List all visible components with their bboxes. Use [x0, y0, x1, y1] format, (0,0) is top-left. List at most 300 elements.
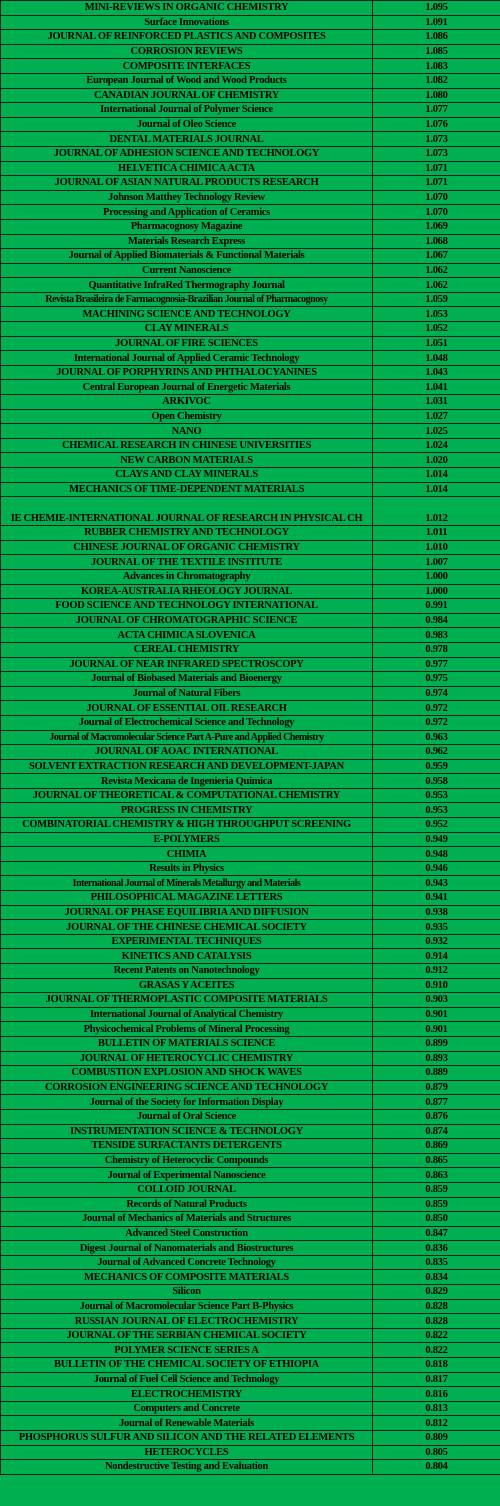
impact-factor-cell[interactable]: 0.912 [373, 964, 500, 979]
impact-factor-cell[interactable]: 0.932 [373, 934, 500, 949]
table-row [1, 540, 500, 555]
journal-name-cell[interactable]: INSTRUMENTATION SCIENCE & TECHNOLOGY [1, 1124, 373, 1139]
table-row [1, 686, 500, 701]
impact-factor-cell[interactable]: 1.091 [373, 15, 500, 30]
journal-name-cell[interactable]: Physicochemical Problems of Mineral Processing [1, 1022, 373, 1037]
impact-factor-cell[interactable]: 0.877 [373, 1095, 500, 1110]
journal-name-cell[interactable]: International Journal of Applied Ceramic Technology [1, 351, 373, 366]
journal-name-cell[interactable]: CORROSION ENGINEERING SCIENCE AND TECHNOLOGY [1, 1080, 373, 1095]
journal-name-cell[interactable]: CLAY MINERALS [1, 322, 373, 337]
journal-name-cell[interactable]: Materials Research Express [1, 234, 373, 249]
table-body [1, 1, 500, 1475]
journal-name-cell[interactable]: EXPERIMENTAL TECHNIQUES [1, 934, 373, 949]
table-row [1, 146, 500, 161]
table-row [1, 803, 500, 818]
table-row [1, 1401, 500, 1416]
table-row [1, 307, 500, 322]
impact-factor-cell[interactable]: 0.910 [373, 978, 500, 993]
impact-factor-cell[interactable]: 0.948 [373, 847, 500, 862]
impact-factor-cell[interactable]: 1.070 [373, 205, 500, 220]
table-row [1, 891, 500, 906]
table-row [1, 1372, 500, 1387]
table-row [1, 1460, 500, 1475]
journal-name-cell[interactable]: Journal of Oral Science [1, 1109, 373, 1124]
journal-name-cell[interactable]: Journal of Renewable Materials [1, 1416, 373, 1431]
impact-factor-cell[interactable]: 0.903 [373, 993, 500, 1008]
journal-name-cell[interactable]: RUSSIAN JOURNAL OF ELECTROCHEMISTRY [1, 1314, 373, 1329]
journal-name-cell[interactable]: MACHINING SCIENCE AND TECHNOLOGY [1, 307, 373, 322]
table-row [1, 993, 500, 1008]
table-row [1, 15, 500, 30]
table-row [1, 1226, 500, 1241]
impact-factor-cell[interactable]: 0.975 [373, 672, 500, 687]
table-row [1, 132, 500, 147]
table-row [1, 205, 500, 220]
journal-name-cell[interactable]: CEREAL CHEMISTRY [1, 642, 373, 657]
impact-factor-cell[interactable]: 1.012 [373, 497, 500, 526]
impact-factor-cell[interactable]: 0.816 [373, 1387, 500, 1402]
impact-factor-cell[interactable]: 0.901 [373, 1007, 500, 1022]
table-row [1, 584, 500, 599]
table-row [1, 1, 500, 16]
impact-factor-cell[interactable]: 0.972 [373, 701, 500, 716]
impact-factor-cell[interactable]: 1.070 [373, 190, 500, 205]
impact-factor-cell[interactable]: 0.876 [373, 1109, 500, 1124]
journal-name-cell[interactable]: Quantitative InfraRed Thermography Journal [1, 278, 373, 293]
table-row [1, 628, 500, 643]
impact-factor-cell[interactable]: 0.984 [373, 613, 500, 628]
journal-name-cell[interactable]: Johnson Matthey Technology Review [1, 190, 373, 205]
impact-factor-cell[interactable]: 1.027 [373, 409, 500, 424]
impact-factor-cell[interactable]: 0.914 [373, 949, 500, 964]
impact-factor-cell[interactable]: 0.829 [373, 1285, 500, 1300]
journal-name-cell[interactable]: FOOD SCIENCE AND TECHNOLOGY INTERNATIONAL [1, 599, 373, 614]
journal-name-cell[interactable]: PHOSPHORUS SULFUR AND SILICON AND THE RELATED ELEMENTS [1, 1431, 373, 1446]
journal-name-cell[interactable]: Nondestructive Testing and Evaluation [1, 1460, 373, 1475]
journal-name-cell[interactable]: CHINESE JOURNAL OF ORGANIC CHEMISTRY [1, 540, 373, 555]
journal-name-cell[interactable]: JOURNAL OF THERMOPLASTIC COMPOSITE MATERIALS [1, 993, 373, 1008]
impact-factor-cell[interactable]: 0.943 [373, 876, 500, 891]
impact-factor-cell[interactable]: 0.893 [373, 1051, 500, 1066]
impact-factor-cell[interactable]: 1.086 [373, 30, 500, 45]
impact-factor-cell[interactable]: 0.805 [373, 1445, 500, 1460]
impact-factor-cell[interactable]: 0.834 [373, 1270, 500, 1285]
table-row [1, 569, 500, 584]
table-row [1, 336, 500, 351]
table-row [1, 497, 500, 526]
journal-name-cell[interactable]: NEW CARBON MATERIALS [1, 453, 373, 468]
journal-name-cell[interactable]: Advances in Chromatography [1, 569, 373, 584]
journal-name-cell[interactable]: Silicon [1, 1285, 373, 1300]
journal-name-cell[interactable]: International Journal of Minerals Metallurgy and Materials [1, 876, 373, 891]
table-row [1, 482, 500, 497]
impact-factor-cell[interactable]: 1.069 [373, 219, 500, 234]
journal-name-cell[interactable]: JOURNAL OF PHASE EQUILIBRIA AND DIFFUSION [1, 905, 373, 920]
impact-factor-cell[interactable]: 1.059 [373, 292, 500, 307]
journal-name-cell[interactable]: ELECTROCHEMISTRY [1, 1387, 373, 1402]
journal-name-cell[interactable]: Journal of Macromolecular Science Part A-Pure and Applied Chemistry [1, 730, 373, 745]
table-row [1, 1153, 500, 1168]
table-row [1, 1285, 500, 1300]
table-row [1, 30, 500, 45]
journal-name-cell[interactable]: JOURNAL OF THE SERBIAN CHEMICAL SOCIETY [1, 1328, 373, 1343]
table-row [1, 322, 500, 337]
journal-name-cell[interactable]: GRASAS Y ACEITES [1, 978, 373, 993]
impact-factor-cell[interactable]: 0.836 [373, 1241, 500, 1256]
impact-factor-cell[interactable]: 1.071 [373, 161, 500, 176]
impact-factor-cell[interactable]: 0.889 [373, 1066, 500, 1081]
journal-name-cell[interactable]: MECHANICS OF TIME-DEPENDENT MATERIALS [1, 482, 373, 497]
impact-factor-cell[interactable]: 0.850 [373, 1212, 500, 1227]
impact-factor-cell[interactable]: 0.804 [373, 1460, 500, 1475]
table-row [1, 978, 500, 993]
impact-factor-cell[interactable]: 0.879 [373, 1080, 500, 1095]
journal-name-cell[interactable]: SOLVENT EXTRACTION RESEARCH AND DEVELOPMENT-JAPAN [1, 759, 373, 774]
journal-name-cell[interactable]: JOURNAL OF CHROMATOGRAPHIC SCIENCE [1, 613, 373, 628]
table-row [1, 701, 500, 716]
journal-name-cell[interactable]: JOURNAL OF ESSENTIAL OIL RESEARCH [1, 701, 373, 716]
impact-factor-cell[interactable]: 1.014 [373, 482, 500, 497]
impact-factor-cell[interactable]: 1.053 [373, 307, 500, 322]
impact-factor-cell[interactable]: 1.083 [373, 59, 500, 74]
table-row [1, 613, 500, 628]
journal-name-cell[interactable]: DENTAL MATERIALS JOURNAL [1, 132, 373, 147]
table-row [1, 847, 500, 862]
journal-name-cell[interactable]: CORROSION REVIEWS [1, 44, 373, 59]
journal-name-cell[interactable]: JOURNAL OF AOAC INTERNATIONAL [1, 745, 373, 760]
impact-factor-cell[interactable]: 0.847 [373, 1226, 500, 1241]
impact-factor-cell[interactable]: 1.073 [373, 132, 500, 147]
journal-name-cell[interactable]: BULLETIN OF MATERIALS SCIENCE [1, 1036, 373, 1051]
table-row [1, 351, 500, 366]
impact-factor-cell[interactable]: 0.946 [373, 861, 500, 876]
table-row [1, 715, 500, 730]
table-row [1, 234, 500, 249]
journal-name-cell[interactable]: TENSIDE SURFACTANTS DETERGENTS [1, 1139, 373, 1154]
impact-factor-cell[interactable]: 1.000 [373, 584, 500, 599]
table-row [1, 642, 500, 657]
journal-name-cell[interactable]: BULLETIN OF THE CHEMICAL SOCIETY OF ETHIOPIA [1, 1358, 373, 1373]
impact-factor-cell[interactable]: 1.024 [373, 438, 500, 453]
impact-factor-cell[interactable]: 0.874 [373, 1124, 500, 1139]
impact-factor-cell[interactable]: 1.048 [373, 351, 500, 366]
impact-factor-cell[interactable]: 0.974 [373, 686, 500, 701]
impact-factor-cell[interactable]: 0.977 [373, 657, 500, 672]
journal-name-cell[interactable]: Results in Physics [1, 861, 373, 876]
journal-name-cell[interactable]: CHIMIA [1, 847, 373, 862]
journal-name-cell[interactable]: HELVETICA CHIMICA ACTA [1, 161, 373, 176]
impact-factor-cell[interactable]: 0.813 [373, 1401, 500, 1416]
impact-factor-cell[interactable]: 0.953 [373, 788, 500, 803]
journal-name-cell[interactable]: Pharmacognosy Magazine [1, 219, 373, 234]
journal-name-cell[interactable]: JOURNAL OF HETEROCYCLIC CHEMISTRY [1, 1051, 373, 1066]
table-row [1, 745, 500, 760]
impact-factor-cell[interactable]: 1.076 [373, 117, 500, 132]
table-row [1, 1066, 500, 1081]
impact-factor-cell[interactable]: 0.822 [373, 1328, 500, 1343]
journal-name-cell[interactable]: Journal of Oleo Science [1, 117, 373, 132]
table-row [1, 861, 500, 876]
impact-factor-cell[interactable]: 1.062 [373, 278, 500, 293]
impact-factor-cell[interactable]: 0.962 [373, 745, 500, 760]
table-row [1, 365, 500, 380]
table-row [1, 599, 500, 614]
table-row [1, 1051, 500, 1066]
table-row [1, 905, 500, 920]
table-row [1, 278, 500, 293]
impact-factor-cell[interactable]: 1.000 [373, 569, 500, 584]
table-row [1, 190, 500, 205]
impact-factor-cell[interactable]: 0.972 [373, 715, 500, 730]
table-row [1, 657, 500, 672]
table-row [1, 1168, 500, 1183]
impact-factor-cell[interactable]: 0.958 [373, 774, 500, 789]
journal-name-cell[interactable]: COMPOSITE INTERFACES [1, 59, 373, 74]
table-row [1, 920, 500, 935]
table-row [1, 438, 500, 453]
impact-factor-cell[interactable]: 0.938 [373, 905, 500, 920]
journal-name-cell[interactable]: CHEMICAL RESEARCH IN CHINESE UNIVERSITIES [1, 438, 373, 453]
table-row [1, 453, 500, 468]
journal-name-cell[interactable]: Digest Journal of Nanomaterials and Biostructures [1, 1241, 373, 1256]
journal-name-cell[interactable]: Revista Mexicana de Ingenieria Quimica [1, 774, 373, 789]
table-row [1, 263, 500, 278]
journal-name-cell[interactable]: ACTA CHIMICA SLOVENICA [1, 628, 373, 643]
impact-factor-cell[interactable]: 0.822 [373, 1343, 500, 1358]
journal-name-cell[interactable]: CLAYS AND CLAY MINERALS [1, 468, 373, 483]
table-row [1, 424, 500, 439]
journal-name-cell[interactable]: COMBUSTION EXPLOSION AND SHOCK WAVES [1, 1066, 373, 1081]
table-row [1, 468, 500, 483]
journal-name-cell[interactable]: Surface Innovations [1, 15, 373, 30]
table-row [1, 1416, 500, 1431]
impact-factor-cell[interactable]: 0.991 [373, 599, 500, 614]
table-row [1, 161, 500, 176]
impact-factor-cell[interactable]: 1.073 [373, 146, 500, 161]
journal-name-cell[interactable]: COLLOID JOURNAL [1, 1182, 373, 1197]
journal-name-cell[interactable]: Open Chemistry [1, 409, 373, 424]
journal-name-cell[interactable]: International Journal of Analytical Chemistry [1, 1007, 373, 1022]
table-row [1, 176, 500, 191]
journal-name-cell[interactable]: Records of Natural Products [1, 1197, 373, 1212]
journal-name-cell[interactable]: Advanced Steel Construction [1, 1226, 373, 1241]
impact-factor-cell[interactable]: 0.817 [373, 1372, 500, 1387]
impact-factor-cell[interactable]: 1.010 [373, 540, 500, 555]
impact-factor-cell[interactable]: 1.041 [373, 380, 500, 395]
impact-factor-cell[interactable]: 0.828 [373, 1314, 500, 1329]
table-row [1, 1212, 500, 1227]
table-row [1, 1241, 500, 1256]
impact-factor-cell[interactable]: 1.011 [373, 526, 500, 541]
impact-factor-cell[interactable]: 0.978 [373, 642, 500, 657]
impact-factor-cell[interactable]: 0.963 [373, 730, 500, 745]
journal-name-cell[interactable]: JOURNAL OF THE TEXTILE INSTITUTE [1, 555, 373, 570]
journal-name-cell[interactable]: KINETICS AND CATALYSIS [1, 949, 373, 964]
impact-factor-cell[interactable]: 1.068 [373, 234, 500, 249]
impact-factor-cell[interactable]: 1.067 [373, 249, 500, 264]
impact-factor-cell[interactable]: 0.899 [373, 1036, 500, 1051]
impact-factor-cell[interactable]: 1.062 [373, 263, 500, 278]
table-row [1, 832, 500, 847]
table-row [1, 1255, 500, 1270]
table-row [1, 555, 500, 570]
impact-factor-cell[interactable]: 0.835 [373, 1255, 500, 1270]
impact-factor-cell[interactable]: 0.859 [373, 1197, 500, 1212]
table-row [1, 59, 500, 74]
journal-name-cell[interactable]: Journal of Natural Fibers [1, 686, 373, 701]
journal-name-cell[interactable]: Journal of Experimental Nanoscience [1, 1168, 373, 1183]
impact-factor-cell[interactable]: 1.085 [373, 44, 500, 59]
impact-factor-cell[interactable]: 0.859 [373, 1182, 500, 1197]
impact-factor-cell[interactable]: 0.959 [373, 759, 500, 774]
table-row [1, 1358, 500, 1373]
table-row [1, 1343, 500, 1358]
journal-name-cell[interactable]: E-POLYMERS [1, 832, 373, 847]
table-row [1, 1124, 500, 1139]
impact-factor-cell[interactable]: 1.051 [373, 336, 500, 351]
table-row [1, 949, 500, 964]
journal-name-cell[interactable]: Journal of Applied Biomaterials & Functional Materials [1, 249, 373, 264]
journal-name-cell[interactable]: JOURNAL OF ADHESION SCIENCE AND TECHNOLOGY [1, 146, 373, 161]
journal-name-cell[interactable]: Computers and Concrete [1, 1401, 373, 1416]
table-row [1, 292, 500, 307]
impact-factor-cell[interactable]: 1.020 [373, 453, 500, 468]
impact-factor-cell[interactable]: 0.983 [373, 628, 500, 643]
table-row [1, 409, 500, 424]
table-row [1, 1197, 500, 1212]
table-row [1, 219, 500, 234]
table-row [1, 1445, 500, 1460]
table-row [1, 672, 500, 687]
journal-name-cell[interactable]: JOURNAL OF THEORETICAL & COMPUTATIONAL CHEMISTRY [1, 788, 373, 803]
impact-factor-cell[interactable]: 1.025 [373, 424, 500, 439]
journal-name-cell[interactable]: JOURNAL OF NEAR INFRARED SPECTROSCOPY [1, 657, 373, 672]
journal-name-cell[interactable]: PHILOSOPHICAL MAGAZINE LETTERS [1, 891, 373, 906]
journal-name-cell[interactable]: Journal of Electrochemical Science and Technology [1, 715, 373, 730]
impact-factor-cell[interactable]: 1.014 [373, 468, 500, 483]
impact-factor-cell[interactable]: 0.953 [373, 803, 500, 818]
table-row [1, 1007, 500, 1022]
table-row [1, 759, 500, 774]
impact-factor-cell[interactable]: 1.095 [373, 1, 500, 16]
journal-name-cell[interactable]: COMBINATORIAL CHEMISTRY & HIGH THROUGHPUT SCREENING [1, 818, 373, 833]
journal-name-cell[interactable]: NANO [1, 424, 373, 439]
journal-name-cell[interactable]: JOURNAL OF THE CHINESE CHEMICAL SOCIETY [1, 920, 373, 935]
table-row [1, 788, 500, 803]
journal-name-cell[interactable]: HETEROCYCLES [1, 1445, 373, 1460]
table-row [1, 73, 500, 88]
impact-factor-cell[interactable]: 0.828 [373, 1299, 500, 1314]
journal-name-cell[interactable]: Chemistry of Heterocyclic Compounds [1, 1153, 373, 1168]
impact-factor-cell[interactable]: 0.818 [373, 1358, 500, 1373]
journal-name-cell[interactable]: Journal of Macromolecular Science Part B-Physics [1, 1299, 373, 1314]
journal-name-cell[interactable]: Recent Patents on Nanotechnology [1, 964, 373, 979]
table-row [1, 1431, 500, 1446]
journal-name-cell[interactable]: Central European Journal of Energetic Materials [1, 380, 373, 395]
table-row [1, 249, 500, 264]
table-row [1, 395, 500, 410]
table-row [1, 1270, 500, 1285]
journal-name-cell[interactable]: JOURNAL OF REINFORCED PLASTICS AND COMPOSITES [1, 30, 373, 45]
journal-name-cell[interactable]: Current Nanoscience [1, 263, 373, 278]
table-row [1, 44, 500, 59]
impact-factor-cell[interactable]: 0.869 [373, 1139, 500, 1154]
table-row [1, 1139, 500, 1154]
journal-name-cell[interactable]: IE CHEMIE-INTERNATIONAL JOURNAL OF RESEARCH IN PHYSICAL CH [1, 497, 373, 526]
journal-name-cell[interactable]: POLYMER SCIENCE SERIES A [1, 1343, 373, 1358]
impact-factor-cell[interactable]: 0.812 [373, 1416, 500, 1431]
impact-factor-cell[interactable]: 1.031 [373, 395, 500, 410]
table-row [1, 1182, 500, 1197]
impact-factor-cell[interactable]: 1.071 [373, 176, 500, 191]
table-row [1, 1314, 500, 1329]
table-row [1, 1328, 500, 1343]
journal-name-cell[interactable]: Journal of Advanced Concrete Technology [1, 1255, 373, 1270]
table-row [1, 103, 500, 118]
impact-factor-cell[interactable]: 0.935 [373, 920, 500, 935]
impact-factor-cell[interactable]: 0.952 [373, 818, 500, 833]
table-row [1, 1036, 500, 1051]
journal-name-cell[interactable]: JOURNAL OF PORPHYRINS AND PHTHALOCYANINES [1, 365, 373, 380]
table-row [1, 1109, 500, 1124]
impact-factor-cell[interactable]: 1.052 [373, 322, 500, 337]
table-row [1, 1080, 500, 1095]
impact-factor-cell[interactable]: 0.865 [373, 1153, 500, 1168]
journal-name-cell[interactable]: JOURNAL OF FIRE SCIENCES [1, 336, 373, 351]
journal-name-cell[interactable]: Journal of Fuel Cell Science and Technology [1, 1372, 373, 1387]
table-row [1, 88, 500, 103]
journal-name-cell[interactable]: European Journal of Wood and Wood Products [1, 73, 373, 88]
table-row [1, 1299, 500, 1314]
journal-name-cell[interactable]: Journal of Biobased Materials and Bioenergy [1, 672, 373, 687]
table-row [1, 774, 500, 789]
journal-name-cell[interactable]: MINI-REVIEWS IN ORGANIC CHEMISTRY [1, 1, 373, 16]
impact-factor-cell[interactable]: 0.901 [373, 1022, 500, 1037]
impact-factor-cell[interactable]: 1.007 [373, 555, 500, 570]
table-row [1, 818, 500, 833]
journal-name-cell[interactable]: RUBBER CHEMISTRY AND TECHNOLOGY [1, 526, 373, 541]
impact-factor-cell[interactable]: 0.941 [373, 891, 500, 906]
impact-factor-cell[interactable]: 1.043 [373, 365, 500, 380]
table-row [1, 876, 500, 891]
journal-name-cell[interactable]: International Journal of Polymer Science [1, 103, 373, 118]
table-row [1, 730, 500, 745]
impact-factor-cell[interactable]: 0.863 [373, 1168, 500, 1183]
impact-factor-cell[interactable]: 1.077 [373, 103, 500, 118]
impact-factor-cell[interactable]: 1.082 [373, 73, 500, 88]
impact-factor-cell[interactable]: 1.080 [373, 88, 500, 103]
journal-name-cell[interactable]: Journal of Mechanics of Materials and Structures [1, 1212, 373, 1227]
table-row [1, 380, 500, 395]
journal-name-cell[interactable]: PROGRESS IN CHEMISTRY [1, 803, 373, 818]
journal-name-cell[interactable]: KOREA-AUSTRALIA RHEOLOGY JOURNAL [1, 584, 373, 599]
journal-name-cell[interactable]: JOURNAL OF ASIAN NATURAL PRODUCTS RESEARCH [1, 176, 373, 191]
journal-name-cell[interactable]: CANADIAN JOURNAL OF CHEMISTRY [1, 88, 373, 103]
impact-factor-cell[interactable]: 0.809 [373, 1431, 500, 1446]
journal-name-cell[interactable]: Revista Brasileira de Farmacognosia-Brazilian Journal of Pharmacognosy [1, 292, 373, 307]
journal-name-cell[interactable]: ARKIVOC [1, 395, 373, 410]
impact-factor-cell[interactable]: 0.949 [373, 832, 500, 847]
table-row [1, 117, 500, 132]
journal-name-cell[interactable]: Processing and Application of Ceramics [1, 205, 373, 220]
table-row [1, 526, 500, 541]
journal-name-cell[interactable]: MECHANICS OF COMPOSITE MATERIALS [1, 1270, 373, 1285]
table-row [1, 1095, 500, 1110]
table-row [1, 964, 500, 979]
table-row [1, 1022, 500, 1037]
journal-name-cell[interactable]: Journal of the Society for Information Display [1, 1095, 373, 1110]
table-row [1, 1387, 500, 1402]
